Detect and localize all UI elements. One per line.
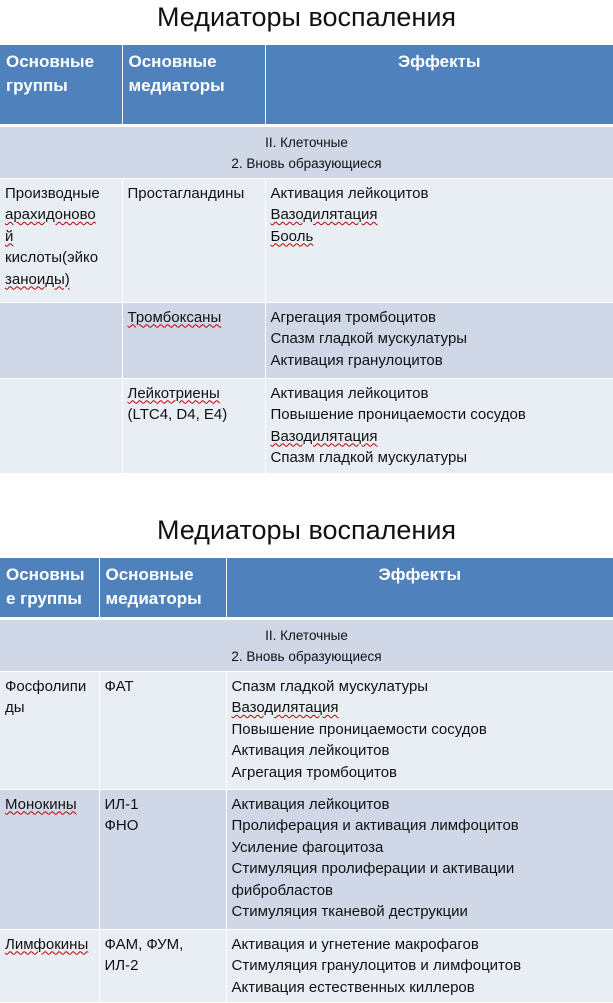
mediator-cell: ФАМ, ФУМ, ИЛ-2 bbox=[99, 929, 226, 1003]
slide-title: Медиаторы воспаления bbox=[156, 2, 457, 32]
effects-cell: Активация и угнетение макрофагов Стимуляция гранулоцитов и лимфоцитов Активация естественных киллеров bbox=[226, 929, 613, 1003]
section-label: II. Клеточные 2. Вновь образующиеся bbox=[0, 618, 613, 671]
slide-2 bbox=[0, 508, 613, 996]
effects-cell: Активация лейкоцитов Пролиферация и активация лимфоцитов Усиление фагоцитоза Стимуляция пролиферации и активации фибробластов Стимуляция тканевой деструкции bbox=[226, 789, 613, 929]
table-header-row bbox=[0, 45, 613, 125]
table-row bbox=[0, 302, 613, 378]
table-row bbox=[0, 378, 613, 473]
header-main-mediators: Основные медиаторы bbox=[122, 45, 265, 125]
group-cell: Лимфокины bbox=[0, 929, 99, 1003]
effects-cell: Активация лейкоцитов Вазодилятация Бооль bbox=[265, 178, 613, 302]
group-cell: Монокины bbox=[0, 789, 99, 929]
table-row bbox=[0, 178, 613, 302]
group-cell: Фосфолипи ды bbox=[0, 671, 99, 789]
section-label: II. Клеточные 2. Вновь образующиеся bbox=[0, 125, 613, 178]
mediator-cell: ИЛ-1 ФНО bbox=[99, 789, 226, 929]
group-cell bbox=[0, 302, 122, 378]
header-effects: Эффекты bbox=[265, 45, 613, 125]
mediators-table bbox=[0, 45, 613, 474]
header-main-mediators: Основные медиаторы bbox=[99, 558, 226, 618]
group-cell bbox=[0, 378, 122, 473]
section-row bbox=[0, 125, 613, 178]
mediator-cell: ФАТ bbox=[99, 671, 226, 789]
section-row bbox=[0, 618, 613, 671]
slide-1 bbox=[0, 0, 613, 472]
table-header-row bbox=[0, 558, 613, 618]
header-effects: Эффекты bbox=[226, 558, 613, 618]
effects-cell: Активация лейкоцитов Повышение проницаемости сосудов Вазодилятация Спазм гладкой мускулатуры bbox=[265, 378, 613, 473]
header-main-groups: Основны е группы bbox=[0, 558, 99, 618]
table-row bbox=[0, 929, 613, 1003]
table-row bbox=[0, 789, 613, 929]
header-main-groups: Основные группы bbox=[0, 45, 122, 125]
mediator-cell: Простагландины bbox=[122, 178, 265, 302]
mediators-table bbox=[0, 558, 613, 1003]
slide-title: Медиаторы воспаления bbox=[156, 515, 457, 545]
effects-cell: Агрегация тромбоцитов Спазм гладкой мускулатуры Активация гранулоцитов bbox=[265, 302, 613, 378]
effects-cell: Спазм гладкой мускулатуры Вазодилятация Повышение проницаемости сосудов Активация лейкоцитов Агрегация тромбоцитов bbox=[226, 671, 613, 789]
mediator-cell: Лейкотриены (LTC4, D4, E4) bbox=[122, 378, 265, 473]
group-cell: Производные арахидоново й кислоты(эйко заноиды) bbox=[0, 178, 122, 302]
table-row bbox=[0, 671, 613, 789]
mediator-cell: Тромбоксаны bbox=[122, 302, 265, 378]
